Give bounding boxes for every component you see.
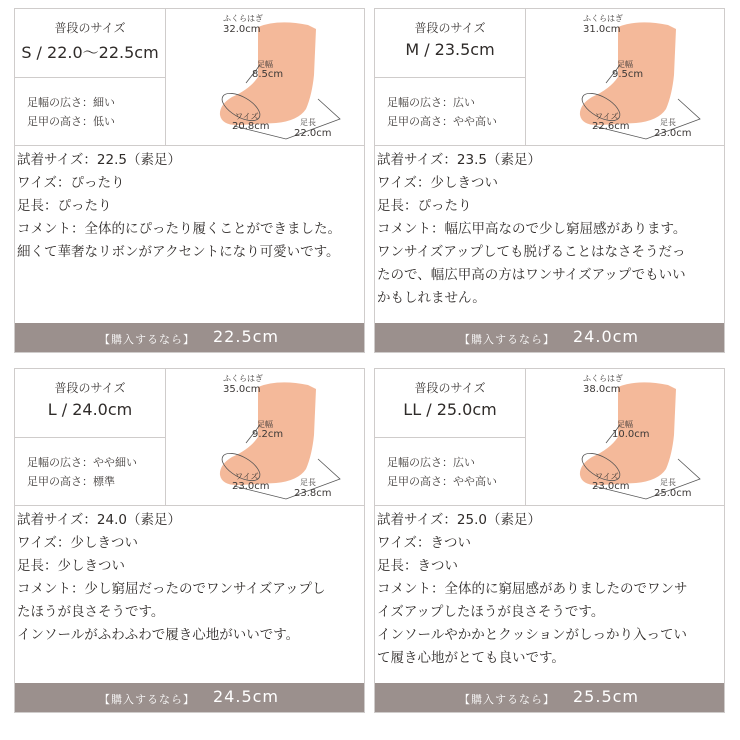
review-text	[17, 509, 364, 647]
calf-value: 38.0cm	[583, 384, 621, 395]
size-review-card	[14, 368, 365, 713]
calf-label: ふくらはぎ	[583, 14, 623, 23]
review-line: 試着サイズ：24.0（素足）	[17, 512, 181, 528]
review-line: ワンサイズアップしても脱げることはなさそうだっ	[377, 244, 686, 260]
buy-label: 【購入するなら】	[99, 693, 195, 706]
review-line: イズアップしたほうが良さそうです。	[377, 604, 605, 620]
wise-label: ワイズ	[235, 112, 259, 121]
review-line: 細くて華奢なリボンがアクセントになり可愛いです。	[17, 244, 340, 260]
review-line: インソールやかかとクッションがしっかり入ってい	[377, 627, 687, 643]
length-label: 足長	[660, 478, 676, 487]
wise-value: 23.0cm	[232, 481, 270, 492]
buy-size-bar	[15, 323, 364, 352]
foot-shape-block	[375, 77, 525, 145]
usual-size-label: 普段のサイズ	[414, 381, 486, 395]
length-value: 22.0cm	[294, 128, 332, 139]
foot-diagram	[166, 9, 364, 145]
review-line: コメント：全体的に窮屈感がありましたのでワンサ	[377, 581, 688, 597]
foot-width-text: 足幅の広さ：やや細い	[27, 456, 137, 469]
instep-height-text: 足甲の高さ：やや高い	[387, 115, 497, 128]
card-header	[375, 369, 724, 506]
wise-label: ワイズ	[595, 472, 619, 481]
instep-height-text: 足甲の高さ：標準	[27, 475, 115, 488]
ankle-label: 足幅	[617, 60, 633, 69]
buy-size-bar	[375, 323, 724, 352]
buy-size-bar	[375, 683, 724, 712]
calf-label: ふくらはぎ	[583, 374, 623, 383]
ankle-label: 足幅	[617, 420, 633, 429]
ankle-value: 9.2cm	[252, 429, 284, 440]
buy-label: 【購入するなら】	[99, 333, 195, 346]
review-line: コメント：少し窮屈だったのでワンサイズアップし	[17, 581, 326, 597]
calf-value: 35.0cm	[223, 384, 261, 395]
size-info	[375, 9, 526, 145]
review-line: て履き心地がとても良いです。	[377, 650, 565, 666]
review-line: 足長：ぴったり	[377, 198, 472, 214]
length-label: 足長	[660, 118, 676, 127]
usual-size-label: 普段のサイズ	[54, 381, 126, 395]
usual-size-block	[15, 9, 165, 78]
review-line: たほうが良さそうです。	[17, 604, 165, 620]
wise-value: 23.0cm	[592, 481, 630, 492]
buy-size-value: 24.0cm	[573, 327, 640, 346]
calf-value: 32.0cm	[223, 24, 261, 35]
length-label: 足長	[300, 478, 316, 487]
foot-shape-block	[15, 77, 165, 145]
review-line: コメント：全体的にぴったり履くことができました。	[17, 221, 341, 237]
size-info	[15, 9, 166, 145]
size-review-card	[374, 368, 725, 713]
size-review-card	[14, 8, 365, 353]
foot-width-text: 足幅の広さ：広い	[387, 96, 475, 109]
review-line: 足長：きつい	[377, 558, 458, 574]
review-text	[377, 149, 724, 310]
length-label: 足長	[300, 118, 316, 127]
review-text	[377, 509, 724, 670]
ankle-value: 10.0cm	[612, 429, 650, 440]
ankle-label: 足幅	[257, 420, 273, 429]
usual-size-value: LL / 25.0cm	[403, 400, 497, 419]
foot-shape-block	[15, 437, 165, 505]
usual-size-block	[375, 369, 525, 438]
wise-value: 22.6cm	[592, 121, 630, 132]
usual-size-block	[15, 369, 165, 438]
review-line: 足長：少しきつい	[17, 558, 125, 574]
foot-diagram	[526, 369, 724, 505]
foot-width-text: 足幅の広さ：細い	[27, 96, 115, 109]
review-line: ワイズ：ぴったり	[17, 175, 125, 191]
review-line: コメント：幅広甲高なので少し窮屈感があります。	[377, 221, 687, 237]
review-line: 試着サイズ：23.5（素足）	[377, 152, 541, 168]
card-header	[15, 369, 364, 506]
buy-size-value: 25.5cm	[573, 687, 640, 706]
card-header	[375, 9, 724, 146]
buy-label: 【購入するなら】	[459, 693, 555, 706]
instep-height-text: 足甲の高さ：やや高い	[387, 475, 497, 488]
foot-width-text: 足幅の広さ：広い	[387, 456, 475, 469]
wise-label: ワイズ	[235, 472, 259, 481]
size-info	[15, 369, 166, 505]
size-review-card	[374, 8, 725, 353]
buy-size-value: 24.5cm	[213, 687, 280, 706]
review-line: かもしれません。	[377, 290, 486, 306]
calf-value: 31.0cm	[583, 24, 621, 35]
review-line: インソールがふわふわで履き心地がいいです。	[17, 627, 300, 643]
ankle-value: 8.5cm	[252, 69, 284, 80]
wise-label: ワイズ	[595, 112, 619, 121]
review-line: ワイズ：きつい	[377, 535, 471, 551]
buy-size-value: 22.5cm	[213, 327, 280, 346]
usual-size-value: L / 24.0cm	[47, 400, 133, 419]
calf-label: ふくらはぎ	[223, 374, 263, 383]
review-text	[17, 149, 364, 264]
calf-label: ふくらはぎ	[223, 14, 263, 23]
review-line: 試着サイズ：22.5（素足）	[17, 152, 181, 168]
card-header	[15, 9, 364, 146]
ankle-label: 足幅	[257, 60, 273, 69]
size-info	[375, 369, 526, 505]
ankle-value: 9.5cm	[612, 69, 644, 80]
foot-diagram	[526, 9, 724, 145]
review-line: ワイズ：少しきつい	[377, 175, 498, 191]
review-line: 試着サイズ：25.0（素足）	[377, 512, 541, 528]
foot-shape-block	[375, 437, 525, 505]
length-value: 23.0cm	[654, 128, 692, 139]
usual-size-value: M / 23.5cm	[405, 40, 495, 59]
review-line: 足長：ぴったり	[17, 198, 112, 214]
foot-diagram	[166, 369, 364, 505]
usual-size-value: S / 22.0〜22.5cm	[21, 43, 159, 62]
buy-label: 【購入するなら】	[459, 333, 555, 346]
wise-value: 20.8cm	[232, 121, 270, 132]
usual-size-label: 普段のサイズ	[54, 21, 126, 35]
review-line: ワイズ：少しきつい	[17, 535, 138, 551]
length-value: 23.8cm	[294, 488, 332, 499]
review-line: たので、幅広甲高の方はワンサイズアップでもいい	[377, 267, 686, 283]
usual-size-label: 普段のサイズ	[414, 21, 486, 35]
instep-height-text: 足甲の高さ：低い	[27, 115, 115, 128]
length-value: 25.0cm	[654, 488, 692, 499]
usual-size-block	[375, 9, 525, 78]
buy-size-bar	[15, 683, 364, 712]
